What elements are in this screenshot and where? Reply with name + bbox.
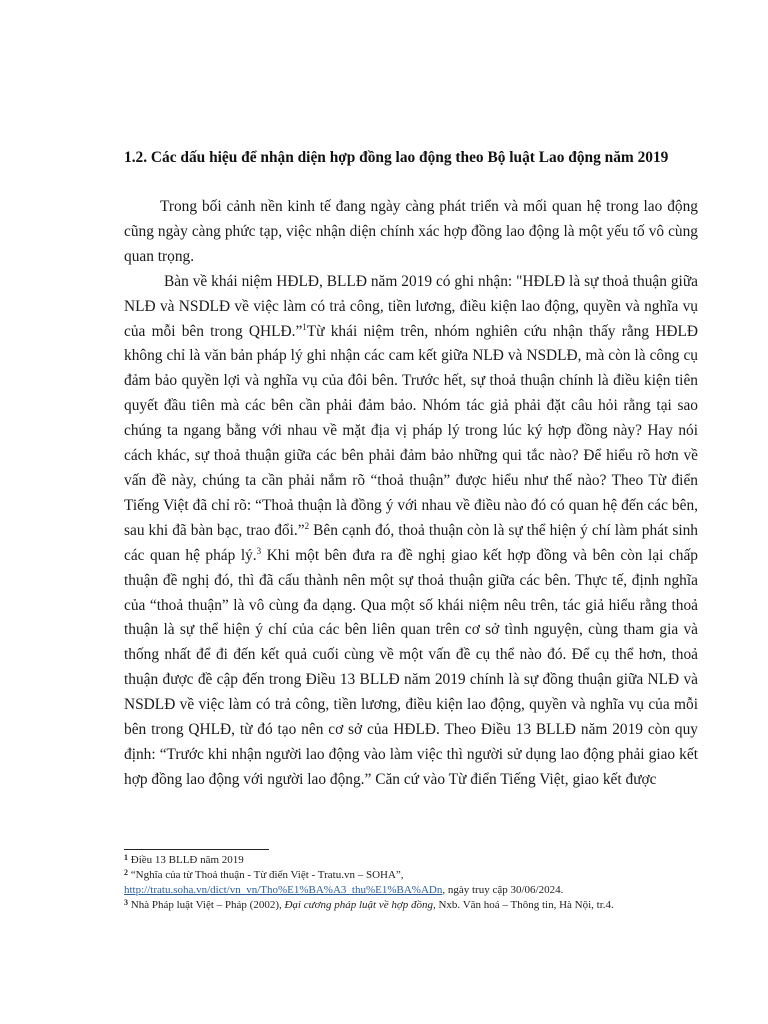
paragraph-segment: Khi một bên đưa ra đề nghị giao kết hợp đồng và bên còn lại chấp thuận đề nghị đó, thì đã cấu thành nên một sự thoả thuận giữa các bên. Thực tế, định nghĩa của “thoả thuận” là vô cùng đa dạng. Qua một số khái niệm nêu trên, tác giả hiểu rằng thoả thuận là sự thể hiện ý chí của các bên liên quan trên cơ sở tình nguyện, cùng tham gia và thống nhất để đi đến kết quả cuối cùng về một vấn đề cụ thể nào đó. Để cụ thể hơn, thoả thuận được đề cập đến trong Điều 13 BLLĐ năm 2019 chính là sự đồng thuận giữa NLĐ và NSDLĐ về việc làm có trả công, tiền lương, điều kiện lao động, quyền và nghĩa vụ của mỗi bên trong QHLĐ, từ đó tạo nên cơ sở của HĐLĐ. Theo Điều 13 BLLĐ năm 2019 còn quy định: “Trước khi nhận người lao động vào làm việc thì người sử dụng lao động phải giao kết hợp đồng lao động với người lao động.” Căn cứ vào Từ điển Tiếng Việt, giao kết được	[124, 546, 698, 788]
footnote-ref-2[interactable]: 2	[304, 520, 310, 531]
section-heading: 1.2. Các dấu hiệu để nhận diện hợp đồng lao động theo Bộ luật Lao động năm 2019	[124, 149, 669, 166]
paragraph-definition	[124, 270, 698, 793]
footnote-1	[124, 853, 698, 868]
footnote-2	[124, 868, 698, 898]
footnote-mark: 2	[124, 868, 128, 877]
footnote-ref-3[interactable]: 3	[256, 545, 262, 556]
paragraph-segment: Bên cạnh đó, thoả thuận còn là sự thể hiện ý chí làm phát sinh các quan hệ pháp lý.	[124, 521, 698, 564]
paragraph-segment: Bàn về khái niệm HĐLĐ, BLLĐ năm 2019 có ghi nhận: "HĐLĐ là sự thoả thuận giữa NLĐ và NSDLĐ về việc làm có trả công, tiền lương, điều kiện lao động, quyền và nghĩa vụ của mỗi bên trong QHLĐ.”	[124, 272, 698, 340]
footnote-text-after: , Nxb. Văn hoá – Thông tin, Hà Nội, tr.4.	[432, 899, 614, 911]
footnote-text: Nhà Pháp luật Việt – Pháp (2002),	[128, 899, 285, 911]
footnote-link[interactable]: http://tratu.soha.vn/dict/vn_vn/Tho%E1%BA%A3_thu%E1%BA%ADn	[124, 884, 443, 896]
paragraph-intro: Trong bối cảnh nền kinh tế đang ngày càng phát triển và mối quan hệ trong lao động cũng ngày càng phức tạp, việc nhận diện chính xác hợp đồng lao động là một yếu tố vô cùng quan trọng.	[124, 198, 698, 265]
footnote-text-after: , ngày truy cập 30/06/2024.	[442, 884, 564, 896]
footnote-mark: 3	[124, 898, 128, 907]
footnote-ref-1[interactable]: 1	[302, 321, 307, 332]
footnote-mark: 1	[124, 853, 128, 862]
paragraph-segment: Từ khái niệm trên, nhóm nghiên cứu nhận thấy rằng HĐLĐ không chỉ là văn bản pháp lý ghi nhận các cam kết giữa NLĐ và NSDLĐ, mà còn là công cụ đảm bảo quyền lợi và nghĩa vụ của đôi bên. Trước hết, sự thoả thuận chính là điều kiện tiên quyết đầu tiên mà các bên cần phải đảm bảo. Nhóm tác giả phải đặt câu hỏi rằng tại sao chúng ta ngang bằng với nhau về mặt địa vị pháp lý trong lúc ký hợp đồng này? Hay nói cách khác, sự thoả thuận giữa các bên phải đảm bảo những qui tắc nào? Để hiểu rõ hơn về vấn đề này, chúng ta cần phải nắm rõ “thoả thuận” được hiểu như thế nào? Theo Từ điển Tiếng Việt đã chỉ rõ: “Thoả thuận là đồng ý với nhau về điều nào đó có quan hệ đến các bên, sau khi đã bàn bạc, trao đổi.”	[124, 322, 698, 539]
footnote-text: Điều 13 BLLĐ năm 2019	[128, 854, 244, 866]
body-text	[124, 195, 698, 793]
footnotes	[124, 853, 698, 913]
footnote-text: “Nghĩa của từ Thoả thuận - Từ điển Việt - Tratu.vn – SOHA”,	[128, 869, 404, 881]
footnote-3	[124, 898, 698, 913]
footnote-book-title: Đại cương pháp luật về hợp đồng	[284, 899, 433, 911]
footnote-divider	[124, 849, 269, 850]
